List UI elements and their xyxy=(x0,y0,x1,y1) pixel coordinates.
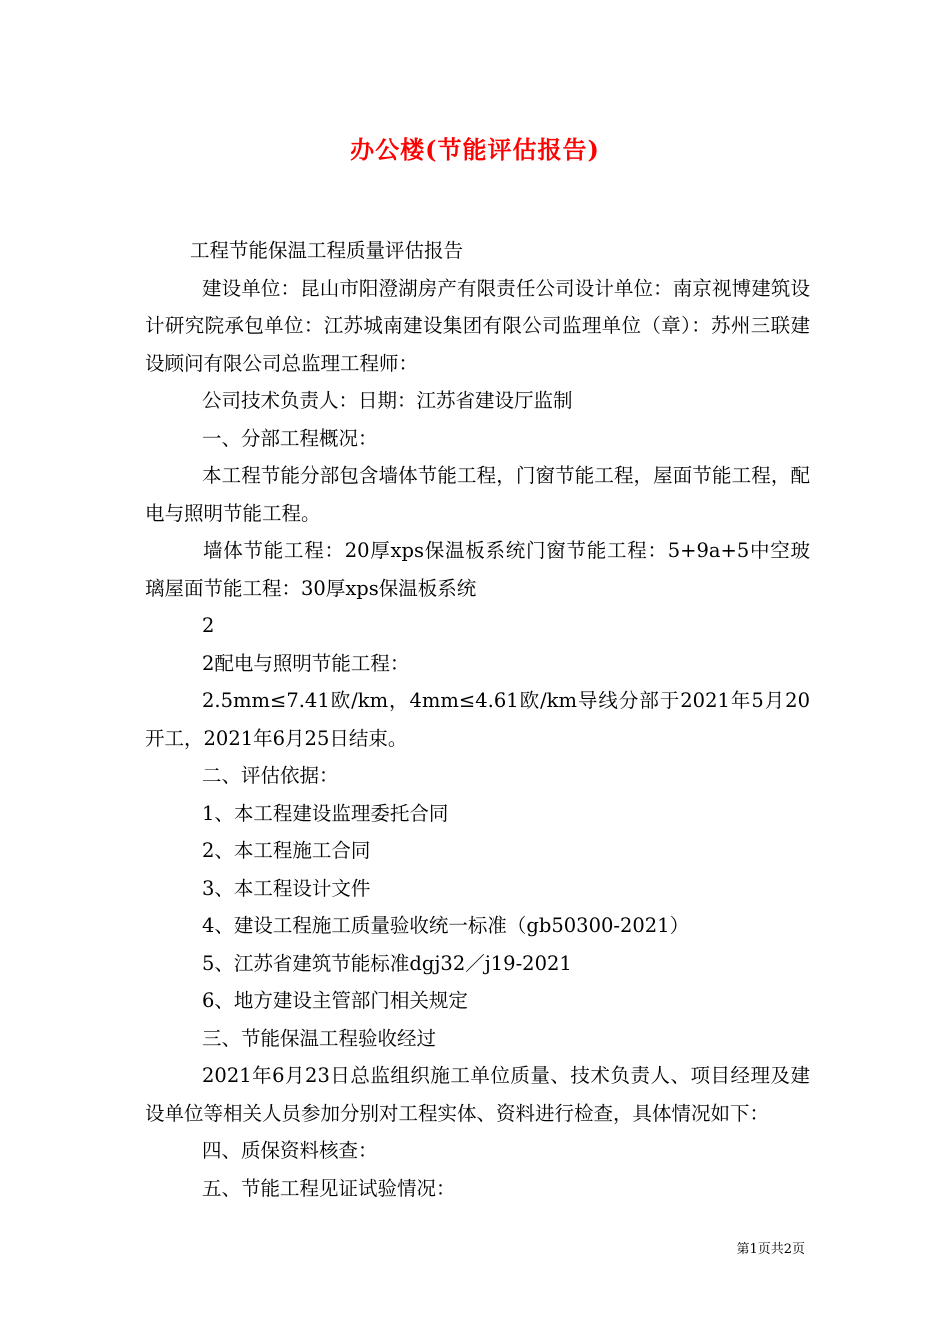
list-item: 5、江苏省建筑节能标准dgj32／j19-2021 xyxy=(202,951,572,975)
paragraph-units: 建设单位：昆山市阳澄湖房产有限责任公司设计单位：南京视博建筑设计研究院承包单位：江苏城南建设集团有限公司监理单位（章）：苏州三联建设顾问有限公司总监理工程师： xyxy=(145,276,810,375)
paragraph-tech-lead: 公司技术负责人：日期：江苏省建设厅监制 xyxy=(202,389,573,412)
paragraph-number: 2 xyxy=(202,614,215,637)
list-item: 2、本工程施工合同 xyxy=(202,839,371,862)
section-heading-witness-tests: 五、节能工程见证试验情况： xyxy=(202,1176,456,1200)
list-item: 6、地方建设主管部门相关规定 xyxy=(202,989,468,1012)
paragraph-electrical: 2配电与照明节能工程： xyxy=(202,651,410,675)
list-item: 1、本工程建设监理委托合同 xyxy=(202,801,449,825)
paragraph-inspection: 2021年6月23日总监组织施工单位质量、技术负责人、项目经理及建设单位等相关人员参加分别对工程实体、资料进行检查，具体情况如下： xyxy=(145,1064,810,1125)
document-body xyxy=(145,232,810,1207)
section-heading-quality-docs: 四、质保资料核查： xyxy=(202,1139,378,1162)
page-number: 第1页共2页 xyxy=(736,1242,805,1257)
section-heading-basis: 二、评估依据： xyxy=(202,764,339,787)
section-heading-overview: 一、分部工程概况： xyxy=(202,426,378,450)
paragraph-wires-schedule: 2.5mm≤7.41欧/km，4mm≤4.61欧/km导线分部于2021年5月20开工，2021年6月25日结束。 xyxy=(145,689,810,750)
document-title: 办公楼(节能评估报告) xyxy=(350,135,600,164)
report-heading: 工程节能保温工程质量评估报告 xyxy=(190,239,464,262)
list-item: 4、建设工程施工质量验收统一标准（gb50300-2021） xyxy=(202,914,690,937)
paragraph-scope: 本工程节能分部包含墙体节能工程，门窗节能工程，屋面节能工程，配电与照明节能工程。 xyxy=(145,464,810,525)
section-heading-acceptance: 三、节能保温工程验收经过 xyxy=(202,1026,437,1050)
list-item: 3、本工程设计文件 xyxy=(202,876,371,900)
paragraph-wall-window-roof: 墙体节能工程：20厚xps保温板系统门窗节能工程：5+9a+5中空玻璃屋面节能工程：30厚xps保温板系统 xyxy=(145,539,810,600)
